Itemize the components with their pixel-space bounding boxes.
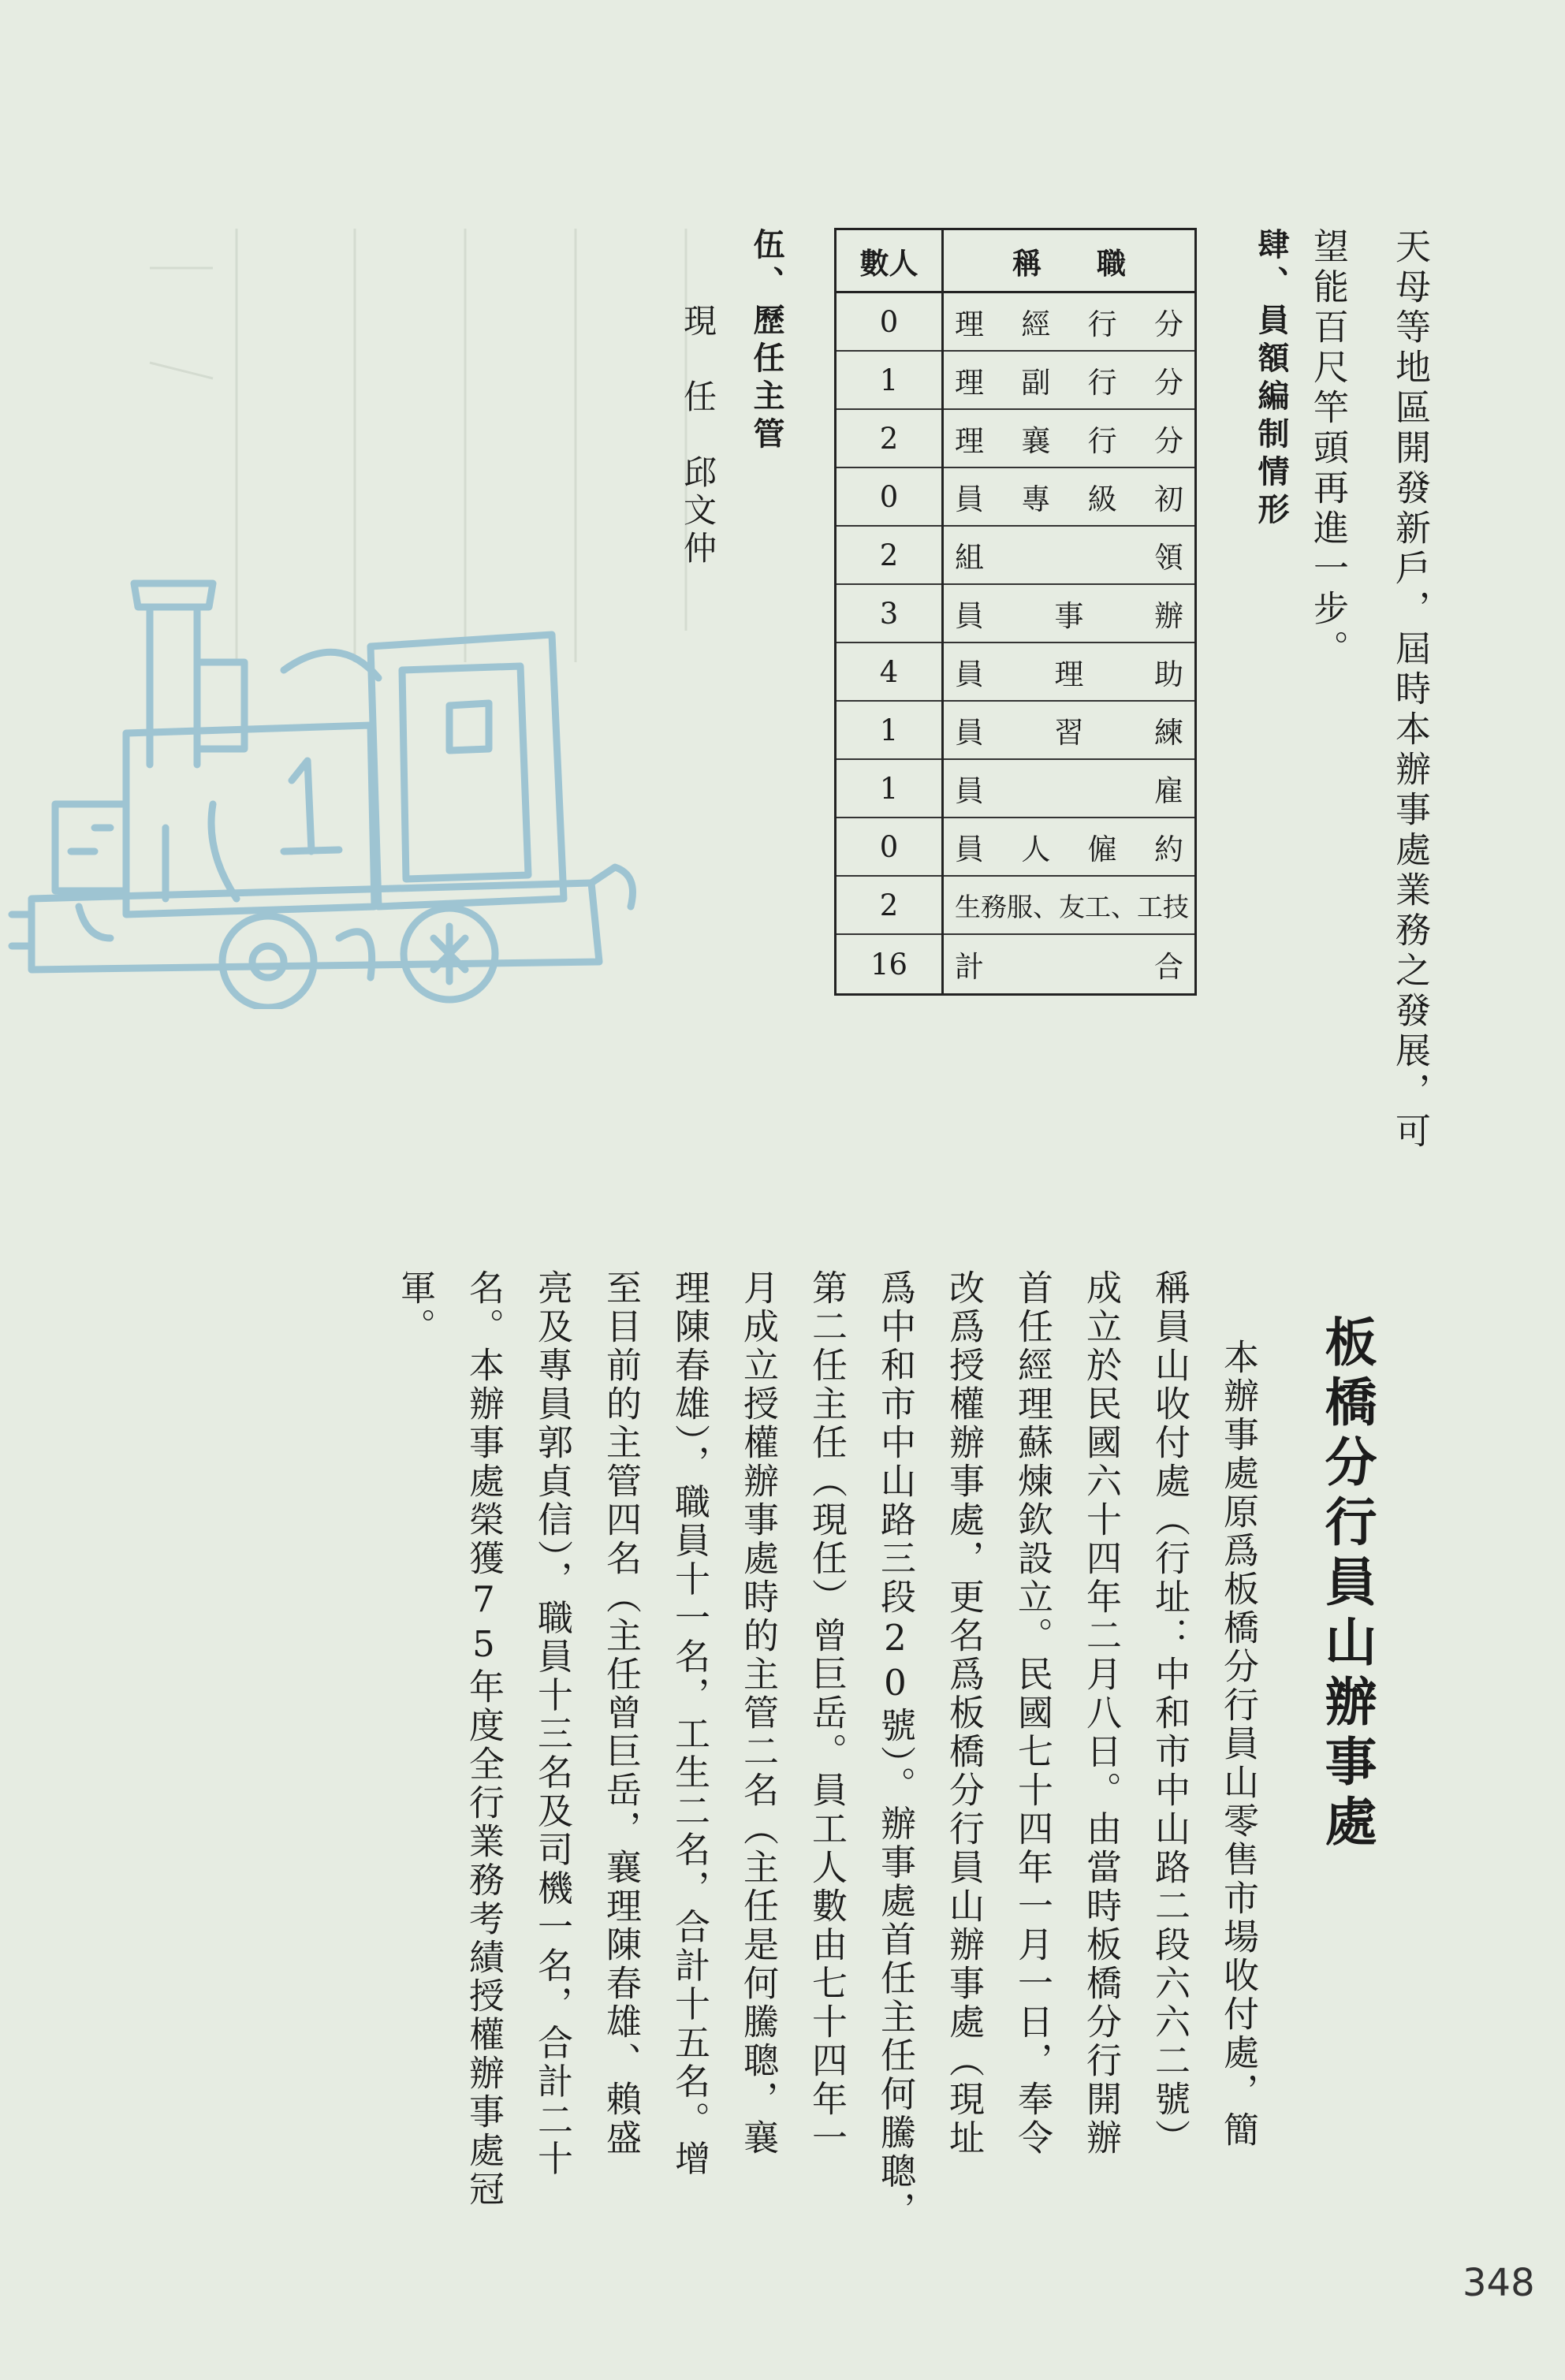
staff-title-cell: 理 襄 行 分: [944, 410, 1194, 468]
staff-count-cell: 2: [837, 527, 941, 585]
lower-text-line: 亮及專員郭貞信），職員十三名及司機一名，合計二十: [531, 1269, 573, 2179]
staff-count-cell: 2: [837, 877, 941, 935]
steam-train-stamp-icon: [8, 568, 662, 1009]
staff-count-cell: 1: [837, 760, 941, 818]
lower-text-line: 軍。: [394, 1269, 436, 1346]
staff-table: [834, 228, 1197, 996]
upper-para-line-2: 望能百尺竿頭再進一步。: [1307, 228, 1349, 670]
staff-title-cell: 員 事 辦: [944, 585, 1194, 643]
staff-title-cell: 員 專 級 初: [944, 468, 1194, 527]
lower-text-line: 月成立授權辦事處時的主管二名（主任是何騰聰，襄: [737, 1269, 779, 2158]
lower-text-line: 爲中和市中山路三段20號）。辦事處首任主任何騰聰，: [874, 1269, 916, 2230]
lower-text-line: 成立於民國六十四年二月八日。由當時板橋分行開辦: [1080, 1269, 1122, 2158]
staff-title-cell: 員 理 助: [944, 643, 1194, 702]
office-heading: 板橋分行員山辦事處: [1316, 1315, 1377, 1854]
lower-text-line: 名。本辦事處榮獲75年度全行業務考績授權辦事處冠: [463, 1269, 505, 2209]
staff-count-column: [837, 230, 944, 993]
staff-title-cell: 員 雇: [944, 760, 1194, 818]
lower-text-line: 改爲授權辦事處，更名爲板橋分行員山辦事處（現址: [943, 1269, 985, 2158]
title-header: 稱 職: [944, 230, 1194, 293]
lower-text-line: 第二任主任（現任）曾巨岳。員工人數由七十四年一: [806, 1269, 848, 2158]
staff-count-cell: 4: [837, 643, 941, 702]
staff-count-cell: 0: [837, 818, 941, 877]
section5-heading: 伍、歷任主管: [748, 228, 784, 455]
lower-text-line: 理陳春雄），職員十一名，工生二名，合計十五名。增: [669, 1269, 710, 2179]
staff-count-cell: 0: [837, 468, 941, 527]
staff-count-cell: 16: [870, 947, 908, 981]
staff-count-cell: 1: [837, 702, 941, 760]
staff-title-cell: 理 副 行 分: [944, 352, 1194, 410]
staff-title-column: [944, 230, 1194, 993]
lower-text-line: 首任經理蘇煉欽設立。民國七十四年一月一日，奉令: [1012, 1269, 1053, 2158]
staff-count-cell: 3: [837, 585, 941, 643]
staff-title-cell: 組 領: [944, 527, 1194, 585]
staff-title-cell: 員 人 僱 約: [944, 818, 1194, 877]
staff-count-cell: 1: [837, 352, 941, 410]
staff-title-cell: 理 經 行 分: [944, 293, 1194, 352]
staff-title-cell: 生 務 服 、 友 工 、 工 技: [944, 877, 1194, 935]
staff-title-cell: 員 習 練: [944, 702, 1194, 760]
current-supervisor: 現 任 邱文仲: [679, 304, 717, 568]
staff-count-cell: 2: [837, 410, 941, 468]
staff-title-cell: 計 合: [955, 950, 1183, 984]
lower-text-line: 至目前的主管四名（主任曾巨岳，襄理陳春雄、賴盛: [600, 1269, 642, 2158]
section4-heading: 肆、員額編制情形: [1253, 228, 1289, 531]
staff-count-cell: 0: [837, 293, 941, 352]
count-header: 數人: [837, 230, 941, 293]
upper-para-line-1: 天母等地區開發新戶，屆時本辦事處業務之發展，可: [1389, 228, 1431, 1153]
lower-text-line: 稱員山收付處（行址：中和市中山路二段六六二號）: [1149, 1269, 1191, 2158]
lower-text-line: 本辦事處原爲板橋分行員山零售市場收付處，簡: [1217, 1339, 1259, 2150]
page-number: 348: [1463, 2261, 1535, 2305]
